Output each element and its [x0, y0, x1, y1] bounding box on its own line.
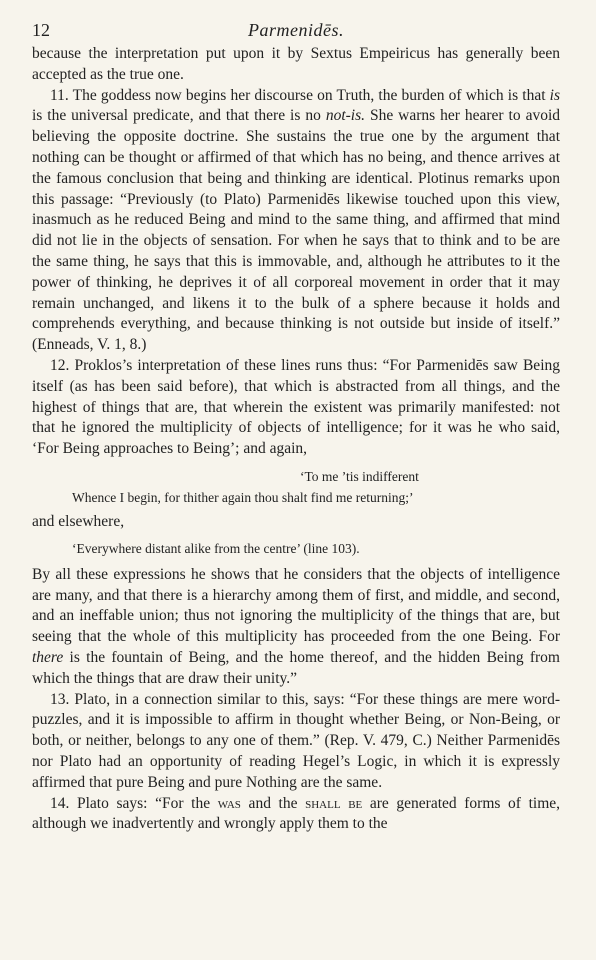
- verse-line-2: Whence I begin, for thither again thou shalt find me returning;’: [72, 489, 414, 505]
- paragraph-12: 12. Proklos’s interpretation of these lines runs thus: “For Parmenidēs saw Being itself (as has been said before), that which is abstracted from all things, and the highest of things that are, that wherein the existent was primarily manifested: not that he ignored the multiplicity of objects of intelligence; for it was he who said, ‘For Being approaches to Being’; and again,: [32, 356, 560, 458]
- paragraph-continuation: because the interpretation put upon it by Sextus Empeiricus has generally been accepted as the true one.: [32, 45, 560, 83]
- p14-text-e: are generated forms of time, although we inadvertently and wrongly apply them to the: [32, 794, 561, 833]
- p11-text-c: is the universal predicate, and that there is no: [32, 107, 326, 125]
- p11-text-a: 11. The goddess now begins her discourse on Truth, the burden of which is that: [50, 86, 550, 104]
- page-number: 12: [32, 20, 50, 40]
- p12b-italic-there: there: [32, 648, 64, 666]
- paragraph-11: [32, 86, 560, 356]
- p11-italic-not-is: not-is.: [325, 107, 365, 125]
- p14-smallcaps-was: was: [217, 794, 241, 812]
- p14-text-a: 14. Plato says: “For the: [50, 794, 218, 812]
- p12b-text-a: By all these expressions he shows that he considers that the objects of intelligence are many, and that there is a hierarchy among them of first, and middle, and second, and an ineffable union; thus not ignoring the multiplicity of the things that are, but seeing that the whole of this multiplicity has proceeded from the one Being. For: [32, 565, 560, 646]
- verse-quotation: [32, 466, 560, 508]
- running-head: [32, 14, 560, 44]
- paragraph-14: [32, 794, 560, 836]
- running-title: Parmenidēs.: [248, 20, 344, 40]
- centre-quotation: ‘Everywhere distant alike from the centre’ (line 103).: [72, 540, 360, 556]
- p14-smallcaps-shall-be: shall be: [305, 794, 363, 812]
- body-text: [32, 44, 560, 835]
- p11-text-e: She warns her hearer to avoid believing the opposite doctrine. She sustains the true one by the argument that nothing can be thought or affirmed of that which has no being, and thence arrives at the famous conclusion that being and thinking are identical. Plotinus remarks upon this passage: “Previously (to Plato) Parmenidēs likewise touched upon this view, inasmuch as he reduced Being and mind to the same thing, and affirmed that mind did not lie in the objects of sensation. For when he says that to think and to be are the same thing, he says that this is immovable, and, although he attributes to it the power of thinking, he deprives it of all corporeal movement in order that it may remain unchanged, and likens it to the bulk of a sphere because it holds and comprehends everything, and because thinking is not outside but inside of itself.” (Enneads, V. 1, 8.): [32, 107, 561, 354]
- p11-italic-is: is: [549, 86, 560, 104]
- paragraph-13: 13. Plato, in a connection similar to this, says: “For these things are mere word-puzzles, and it is impossible to affirm in thought whether Being, or Non-Being, or both, or neither, belongs to any one of them.” (Rep. V. 479, C.) Neither Parmenidēs nor Plato had an opportunity of reading Hegel’s Logic, in which it is expressly affirmed that pure Being and pure Nothing are the same.: [32, 690, 560, 791]
- p12b-text-c: is the fountain of Being, and the home thereof, and the hidden Being from which the things that are draw their unity.”: [32, 648, 560, 687]
- and-elsewhere: and elsewhere,: [32, 512, 125, 530]
- p14-text-c: and the: [240, 794, 306, 812]
- paragraph-12-continued: [32, 565, 560, 690]
- verse-line-1: ‘To me ’tis indifferent: [300, 468, 419, 484]
